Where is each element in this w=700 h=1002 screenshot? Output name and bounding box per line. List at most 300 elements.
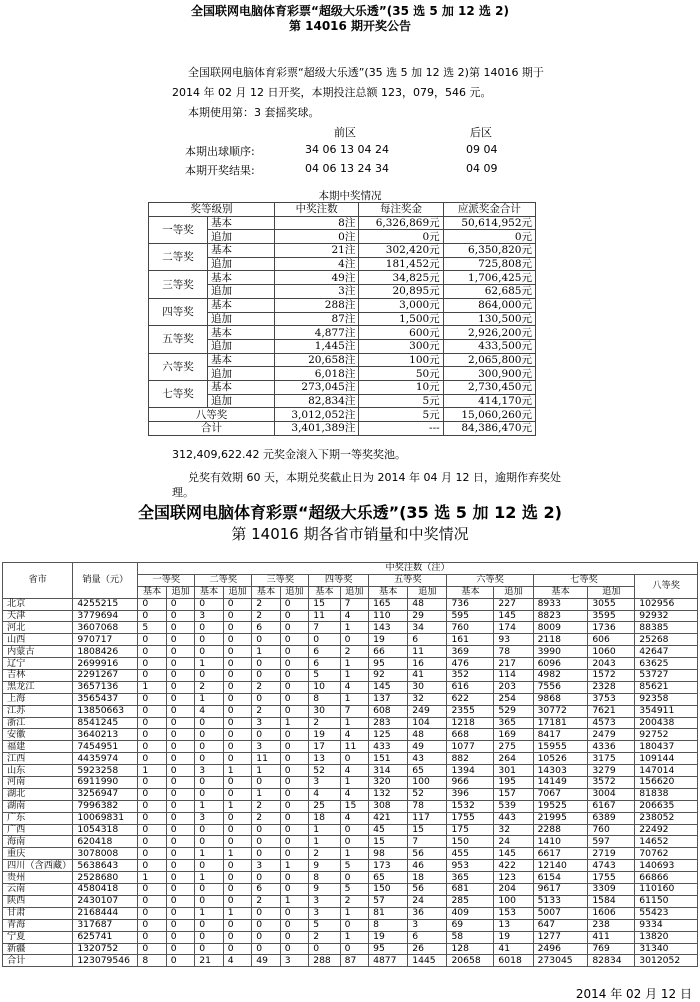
province-count: 9617	[533, 884, 588, 896]
province-count: 4743	[588, 860, 635, 872]
province-count: 0	[252, 729, 280, 741]
province-name: 浙江	[3, 717, 73, 729]
prize-count: 273,045注	[275, 380, 359, 394]
province-count: 13	[309, 753, 340, 765]
province-count: 0	[138, 634, 166, 646]
province-sales: 5638643	[73, 860, 138, 872]
province-count: 93	[494, 634, 533, 646]
province-count: 95	[369, 943, 408, 955]
prize-type: 基本	[208, 298, 275, 312]
province-count: 0	[223, 693, 251, 705]
prize-count: 3,401,389注	[275, 422, 359, 436]
province-count: 30	[408, 681, 447, 693]
prize-type: 基本	[208, 271, 275, 285]
province-count: 15955	[533, 741, 588, 753]
province-count: 1	[223, 800, 251, 812]
prize-header-total: 应派奖金合计	[443, 203, 535, 217]
province-count: 0	[280, 812, 308, 824]
province-count: 1445	[408, 955, 447, 967]
province-count: 1	[340, 622, 368, 634]
province-count: 409	[447, 907, 494, 919]
province-row	[3, 598, 698, 610]
province-count: 65	[369, 872, 408, 884]
prize-type: 追加	[208, 394, 275, 408]
province-count: 0	[138, 753, 166, 765]
prize-total: 864,000元	[443, 298, 535, 312]
prize-count: 0注	[275, 230, 359, 244]
province-count: 48	[408, 729, 447, 741]
province-count: 102956	[635, 598, 698, 610]
province-count: 0	[166, 800, 194, 812]
province-count: 0	[195, 824, 223, 836]
province-count: 760	[588, 824, 635, 836]
prize-total: 84,386,470元	[443, 422, 535, 436]
province-count: 6	[309, 646, 340, 658]
province-count: 123	[494, 872, 533, 884]
province-count: 0	[223, 812, 251, 824]
province-sales: 625741	[73, 931, 138, 943]
prize-amount: 1,500元	[359, 312, 443, 326]
province-count: 1755	[588, 872, 635, 884]
province-count: 352	[447, 670, 494, 682]
draw-result-back: 04 09	[466, 162, 498, 175]
province-count: 0	[280, 907, 308, 919]
province-count: 14652	[635, 836, 698, 848]
province-name: 新疆	[3, 943, 73, 955]
province-count: 0	[223, 919, 251, 931]
province-count: 1	[252, 788, 280, 800]
province-count: 0	[195, 646, 223, 658]
province-count: 19	[369, 634, 408, 646]
province-count: 1	[340, 848, 368, 860]
prize-row	[149, 257, 536, 271]
province-count: 283	[369, 717, 408, 729]
province-count: 0	[252, 943, 280, 955]
province-count: 4	[340, 729, 368, 741]
province-count: 3309	[588, 884, 635, 896]
province-count: 0	[138, 788, 166, 800]
province-count: 0	[252, 907, 280, 919]
province-count: 365	[494, 717, 533, 729]
province-count: 17181	[533, 717, 588, 729]
province-count: 616	[447, 681, 494, 693]
province-name: 上海	[3, 693, 73, 705]
province-table	[2, 562, 698, 967]
province-count: 0	[280, 753, 308, 765]
province-count: 0	[280, 872, 308, 884]
province-count: 0	[166, 717, 194, 729]
province-sales: 4255215	[73, 598, 138, 610]
province-count: 0	[166, 741, 194, 753]
province-count: 4	[340, 681, 368, 693]
province-count: 3595	[588, 610, 635, 622]
prize-type: 追加	[208, 257, 275, 271]
province-count: 14149	[533, 777, 588, 789]
province-count: 396	[447, 788, 494, 800]
prize-total: 50,614,952元	[443, 216, 535, 230]
province-count: 6	[408, 931, 447, 943]
province-count: 275	[494, 741, 533, 753]
province-count: 0	[252, 919, 280, 931]
province-sales: 3078008	[73, 848, 138, 860]
province-count: 1	[223, 765, 251, 777]
province-name: 陕西	[3, 895, 73, 907]
province-count: 6096	[533, 658, 588, 670]
prize-amount: ---	[359, 422, 443, 436]
province-count: 61150	[635, 895, 698, 907]
province-row	[3, 812, 698, 824]
prize-count: 288注	[275, 298, 359, 312]
prize-header-count: 中奖注数	[275, 203, 359, 217]
province-count: 6	[309, 658, 340, 670]
prize-count: 6,018注	[275, 367, 359, 381]
province-sales: 3565437	[73, 693, 138, 705]
province-count: 6617	[533, 848, 588, 860]
province-basic-header: 基本	[252, 586, 280, 598]
province-count: 109144	[635, 753, 698, 765]
province-extra-header: 追加	[340, 586, 368, 598]
province-count: 100	[408, 777, 447, 789]
province-count: 25268	[635, 634, 698, 646]
province-basic-header: 基本	[447, 586, 494, 598]
province-row	[3, 824, 698, 836]
province-count: 10	[309, 681, 340, 693]
province-count: 736	[447, 598, 494, 610]
province-count: 606	[588, 634, 635, 646]
province-count: 0	[340, 943, 368, 955]
province-name: 广东	[3, 812, 73, 824]
province-count: 0	[280, 658, 308, 670]
province-count: 0	[195, 753, 223, 765]
province-row	[3, 753, 698, 765]
province-count: 0	[195, 634, 223, 646]
province-count: 0	[252, 836, 280, 848]
province-count: 769	[588, 943, 635, 955]
province-count: 3990	[533, 646, 588, 658]
province-name: 北京	[3, 598, 73, 610]
province-sales: 4435974	[73, 753, 138, 765]
province-count: 98	[369, 848, 408, 860]
province-count: 1755	[447, 812, 494, 824]
province-count: 4	[340, 812, 368, 824]
province-count: 2	[309, 717, 340, 729]
province-row	[3, 681, 698, 693]
province-count: 0	[309, 634, 340, 646]
province-name: 山西	[3, 634, 73, 646]
province-count: 0	[138, 705, 166, 717]
province-count: 7	[340, 598, 368, 610]
province-count: 8	[309, 693, 340, 705]
province-row	[3, 765, 698, 777]
province-count: 0	[223, 872, 251, 884]
province-count: 0	[166, 812, 194, 824]
province-count: 2	[340, 895, 368, 907]
province-count: 1077	[447, 741, 494, 753]
province-count: 0	[166, 658, 194, 670]
province-row	[3, 646, 698, 658]
province-count: 21995	[533, 812, 588, 824]
province-count: 0	[166, 777, 194, 789]
prize-amount: 100元	[359, 353, 443, 367]
province-count: 2	[252, 681, 280, 693]
province-count: 56	[408, 884, 447, 896]
province-count: 0	[252, 670, 280, 682]
province-count: 0	[166, 598, 194, 610]
prize-count: 1,445注	[275, 339, 359, 353]
province-count: 24	[494, 836, 533, 848]
province-sales: 2291267	[73, 670, 138, 682]
province-count: 0	[280, 836, 308, 848]
province-count: 6018	[494, 955, 533, 967]
province-count: 48	[408, 598, 447, 610]
province-count: 92932	[635, 610, 698, 622]
province-count: 87	[340, 955, 368, 967]
prize-type: 基本	[208, 216, 275, 230]
province-row	[3, 670, 698, 682]
province-extra-header: 追加	[280, 586, 308, 598]
province-count: 2479	[588, 729, 635, 741]
province-count: 26	[408, 943, 447, 955]
province-count: 2355	[447, 705, 494, 717]
province-row	[3, 872, 698, 884]
province-count: 0	[223, 895, 251, 907]
province-count: 3572	[588, 777, 635, 789]
prize-total: 0元	[443, 230, 535, 244]
province-count: 137	[369, 693, 408, 705]
province-count: 6167	[588, 800, 635, 812]
prize-row	[149, 339, 536, 353]
province-title: 全国联网电脑体育彩票“超级大乐透”(35 选 5 加 12 选 2)	[138, 503, 562, 522]
province-count: 285	[447, 895, 494, 907]
province-count: 15	[408, 824, 447, 836]
province-count: 4336	[588, 741, 635, 753]
province-count: 0	[280, 670, 308, 682]
province-count: 0	[252, 634, 280, 646]
province-count: 421	[369, 812, 408, 824]
province-count: 128	[447, 943, 494, 955]
province-count: 1	[280, 860, 308, 872]
province-count: 43	[408, 753, 447, 765]
province-count: 9334	[635, 919, 698, 931]
province-count: 150	[447, 836, 494, 848]
province-count: 0	[340, 919, 368, 931]
province-count: 0	[280, 693, 308, 705]
province-count: 82834	[588, 955, 635, 967]
province-count: 147014	[635, 765, 698, 777]
province-count: 174	[494, 622, 533, 634]
province-sales: 3640213	[73, 729, 138, 741]
province-count: 539	[494, 800, 533, 812]
province-count: 9	[309, 860, 340, 872]
province-sales: 2528680	[73, 872, 138, 884]
province-extra-header: 追加	[223, 586, 251, 598]
prize-amount: 50元	[359, 367, 443, 381]
province-count: 0	[223, 943, 251, 955]
province-name: 江苏	[3, 705, 73, 717]
prize-total: 2,065,800元	[443, 353, 535, 367]
province-count: 0	[138, 670, 166, 682]
province-count: 63625	[635, 658, 698, 670]
province-extra-header: 追加	[166, 586, 194, 598]
prize-type: 追加	[208, 285, 275, 299]
province-count: 0	[166, 622, 194, 634]
province-count: 1736	[588, 622, 635, 634]
province-count: 0	[223, 622, 251, 634]
province-name: 青海	[3, 919, 73, 931]
province-count: 58	[447, 931, 494, 943]
province-count: 7	[340, 705, 368, 717]
prize-table-caption: 本期中奖情况	[318, 190, 382, 202]
province-count: 110160	[635, 884, 698, 896]
province-count: 0	[138, 777, 166, 789]
province-basic-header: 基本	[533, 586, 588, 598]
province-count: 0	[280, 848, 308, 860]
province-count: 0	[195, 788, 223, 800]
province-count: 3	[309, 777, 340, 789]
province-count: 0	[166, 765, 194, 777]
province-count: 7556	[533, 681, 588, 693]
province-count: 70762	[635, 848, 698, 860]
province-count: 622	[447, 693, 494, 705]
prize-level-name: 五等奖	[149, 326, 208, 353]
province-count: 1584	[588, 895, 635, 907]
province-count: 65	[408, 765, 447, 777]
province-count: 4	[340, 765, 368, 777]
rollover-note: 312,409,622.42 元奖金滚入下期一等奖奖池。	[172, 448, 406, 461]
province-count: 0	[280, 943, 308, 955]
province-count: 1572	[588, 670, 635, 682]
province-row	[3, 705, 698, 717]
province-count: 0	[252, 872, 280, 884]
province-count: 0	[138, 895, 166, 907]
province-name: 广西	[3, 824, 73, 836]
province-basic-header: 基本	[369, 586, 408, 598]
province-count: 3753	[588, 693, 635, 705]
province-count: 19525	[533, 800, 588, 812]
province-count: 100	[494, 895, 533, 907]
prize-amount: 3,000元	[359, 298, 443, 312]
page-subtitle: 第 14016 期开奖公告	[288, 19, 412, 33]
province-count: 0	[280, 884, 308, 896]
province-count: 0	[195, 622, 223, 634]
province-count: 0	[166, 824, 194, 836]
province-count: 0	[138, 860, 166, 872]
province-count: 6	[252, 884, 280, 896]
province-count: 34	[408, 622, 447, 634]
province-count: 31340	[635, 943, 698, 955]
prize-count: 3注	[275, 285, 359, 299]
province-count: 125	[369, 729, 408, 741]
province-count: 56	[408, 848, 447, 860]
prize-amount: 181,452元	[359, 257, 443, 271]
province-sales: 1808426	[73, 646, 138, 658]
prize-count: 21注	[275, 244, 359, 258]
province-level-header: 七等奖	[533, 574, 635, 586]
province-count: 10526	[533, 753, 588, 765]
province-count: 180437	[635, 741, 698, 753]
province-count: 1394	[447, 765, 494, 777]
province-count: 16	[408, 658, 447, 670]
prize-table	[148, 202, 536, 436]
province-count: 24	[408, 895, 447, 907]
province-count: 81	[369, 907, 408, 919]
province-count: 0	[166, 729, 194, 741]
province-count: 0	[138, 824, 166, 836]
province-count: 0	[280, 824, 308, 836]
prize-type: 基本	[208, 380, 275, 394]
province-count: 0	[138, 729, 166, 741]
province-count: 0	[138, 598, 166, 610]
province-count: 143	[369, 622, 408, 634]
province-count: 3	[309, 895, 340, 907]
province-count: 153	[494, 907, 533, 919]
province-count: 2328	[588, 681, 635, 693]
province-count: 8	[138, 955, 166, 967]
province-count: 55423	[635, 907, 698, 919]
province-count: 422	[494, 860, 533, 872]
prize-level-name: 八等奖	[149, 408, 275, 422]
province-count: 0	[223, 753, 251, 765]
province-count: 92752	[635, 729, 698, 741]
province-count: 2	[309, 848, 340, 860]
province-count: 49	[252, 955, 280, 967]
province-count: 21	[195, 955, 223, 967]
province-count: 0	[223, 705, 251, 717]
province-count: 3	[195, 812, 223, 824]
province-header-wins: 中奖注数（注）	[138, 563, 698, 575]
province-row	[3, 729, 698, 741]
province-count: 1	[138, 765, 166, 777]
prize-level-name: 六等奖	[149, 353, 208, 380]
province-count: 0	[166, 931, 194, 943]
province-count: 3279	[588, 765, 635, 777]
province-count: 5	[340, 860, 368, 872]
prize-count: 82,834注	[275, 394, 359, 408]
province-count: 41	[494, 943, 533, 955]
province-count: 66	[369, 646, 408, 658]
prize-type: 基本	[208, 244, 275, 258]
province-count: 66866	[635, 872, 698, 884]
province-count: 1	[195, 872, 223, 884]
province-sales: 123079546	[73, 955, 138, 967]
province-header-name: 省市	[3, 563, 73, 599]
province-count: 411	[588, 931, 635, 943]
prize-total: 1,706,425元	[443, 271, 535, 285]
province-count: 156620	[635, 777, 698, 789]
province-count: 117	[408, 812, 447, 824]
province-count: 0	[166, 895, 194, 907]
province-row	[3, 777, 698, 789]
province-count: 0	[166, 670, 194, 682]
province-count: 1	[280, 717, 308, 729]
province-count: 0	[195, 895, 223, 907]
province-count: 11	[309, 610, 340, 622]
province-sales: 3779694	[73, 610, 138, 622]
province-sales: 5923258	[73, 765, 138, 777]
province-level-header: 五等奖	[369, 574, 447, 586]
prize-total: 130,500元	[443, 312, 535, 326]
province-count: 1	[280, 895, 308, 907]
province-count: 3	[195, 610, 223, 622]
province-count: 45	[369, 824, 408, 836]
prize-amount: 600元	[359, 326, 443, 340]
province-count: 1	[340, 658, 368, 670]
province-count: 14303	[533, 765, 588, 777]
draw-order-front: 34 06 13 04 24	[305, 143, 389, 156]
province-count: 681	[447, 884, 494, 896]
province-count: 0	[340, 836, 368, 848]
province-count: 4	[309, 788, 340, 800]
